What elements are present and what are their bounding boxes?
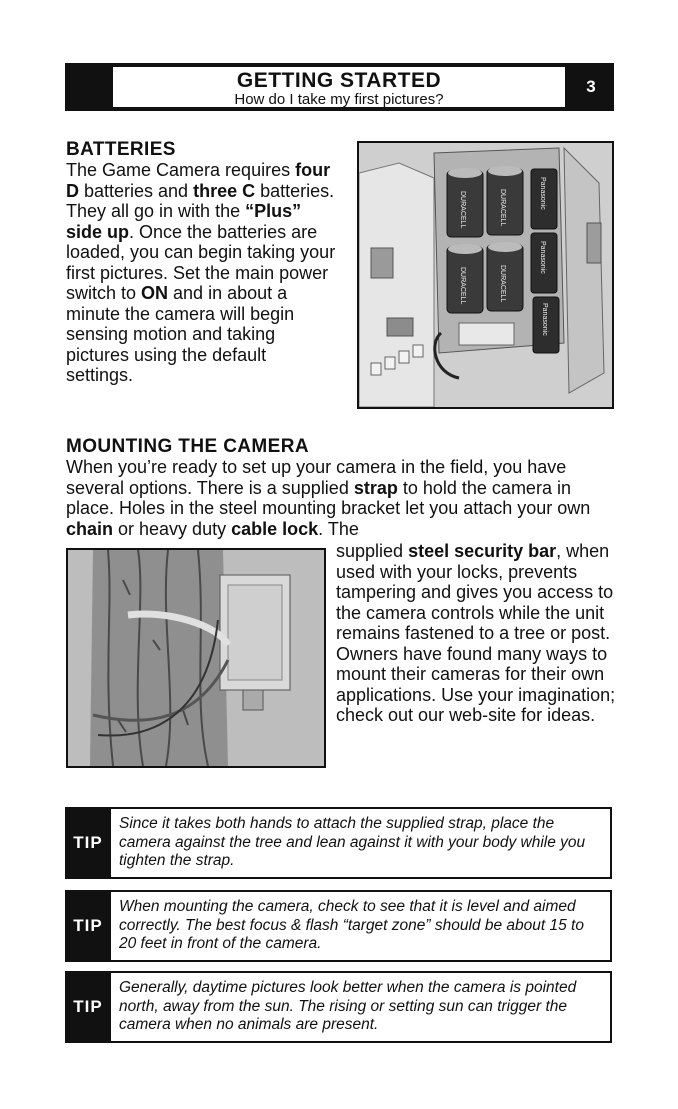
bold-text-run: “Plus” side up [66,201,302,242]
section-header [65,63,614,111]
bold-text-run: steel security bar [408,541,557,561]
text-run: batteries. They all go in with the [66,180,335,221]
text-run: and in about a minute the camera will begin sensing motion and taking pictures using the default settings. [66,283,295,385]
tip-box [65,971,612,1043]
c-battery-brand: Panasonic [541,303,548,336]
mounting-paragraph-side [336,541,618,726]
batteries-paragraph [66,160,338,386]
c-battery-brand: Panasonic [539,177,546,210]
bold-text-run: chain [66,518,114,539]
c-battery-brand: Panasonic [539,241,546,274]
text-run: supplied [336,541,409,561]
mounting-paragraph-intro [66,457,616,539]
tip-box [65,890,612,962]
tip-label: TIP [73,916,103,935]
batteries-heading: BATTERIES [66,139,176,160]
text-run: When you’re ready to set up your camera in the field, you have several options. There is a supplied [66,457,567,498]
d-battery-brand: DURACELL [499,265,506,303]
page-title: GETTING STARTED [236,69,442,92]
tip-text: Since it takes both hands to attach the supplied strap, place the camera against the tree and lean against it with your body while you tighten the strap. [111,809,610,877]
page-subtitle: How do I take my first pictures? [234,91,444,108]
bold-text-run: cable lock [231,518,319,539]
bold-text-run: four D [66,160,331,201]
tree-mount-photo [66,548,326,768]
text-run: batteries and [79,180,194,201]
d-battery-brand: DURACELL [459,267,466,305]
tip-label: TIP [73,997,103,1016]
bold-text-run: ON [141,283,169,303]
tip-text: Generally, daytime pictures look better when the camera is pointed north, away from the sun. The rising or setting sun can trigger the camera when no animals are present. [111,973,610,1041]
text-run: The Game Camera requires [66,160,296,180]
text-run: . Once the batteries are loaded, you can begin taking your first pictures. Set the main power switch to [66,221,336,303]
bold-text-run: three C [193,180,256,201]
d-battery-brand: DURACELL [459,191,466,229]
tip-text: When mounting the camera, check to see that it is level and aimed correctly. The best focus & flash “target zone” should be about 15 to 20 feet in front of the camera. [111,892,610,960]
text-run: . The [318,518,359,539]
text-run: to hold the camera in place. Holes in the steel mounting bracket let you attach your own [66,477,591,518]
d-battery-brand: DURACELL [499,189,506,227]
page-number: 3 [586,77,596,96]
c-battery-group [531,169,559,353]
battery-compartment-photo [357,141,614,409]
bold-text-run: strap [353,477,398,498]
mounting-heading: MOUNTING THE CAMERA [66,436,309,457]
text-run: , when used with your locks, prevents tampering and gives you access to the camera controls while the unit remains fastened to a tree or post. Owners have found many ways to mount their cameras for their own applications. Use your imagination; check out our web-site for ideas. [336,541,616,725]
text-run: or heavy duty [113,518,232,539]
tip-label: TIP [73,833,103,852]
tip-box [65,807,612,879]
header-title-box [113,67,565,107]
